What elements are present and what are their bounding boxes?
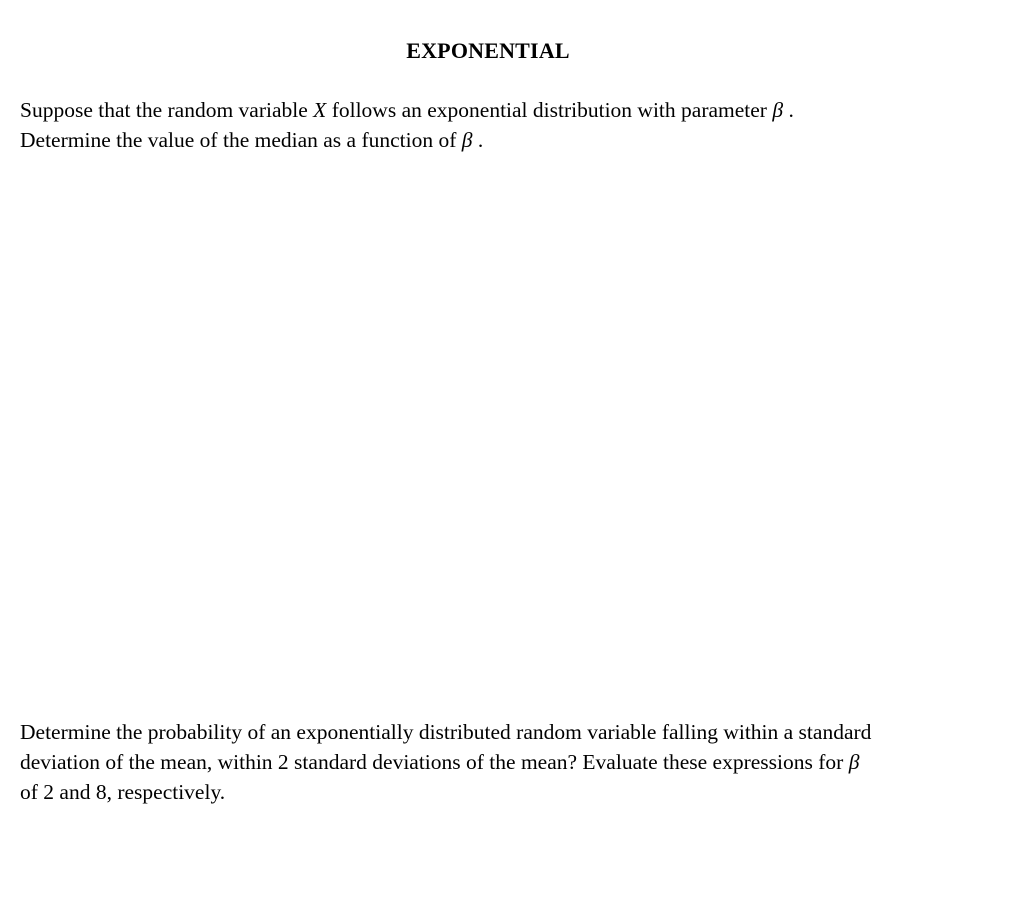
question-2-line-1: Determine the probability of an exponentially distributed random variable falling within a standard <box>20 720 872 744</box>
beta-symbol: β <box>848 750 860 774</box>
q1-text-start: Suppose that the random variable <box>20 98 314 122</box>
q1-line2-period: . <box>472 128 484 152</box>
question-1-line-1 <box>20 95 1005 125</box>
q2-line2-text: deviation of the mean, within 2 standard deviations of the mean? Evaluate these expressions for <box>20 750 849 774</box>
question-1-line-2 <box>20 125 1005 155</box>
q1-period: . <box>783 98 794 122</box>
question-2-line-2 <box>20 747 1005 777</box>
question-2 <box>20 717 1005 807</box>
question-2-line-3: of 2 and 8, respectively. <box>20 780 226 804</box>
q1-text-middle: follows an exponential distribution with parameter <box>326 98 773 122</box>
page-title: EXPONENTIAL <box>406 38 570 63</box>
variable-x: X <box>313 98 327 122</box>
question-1 <box>20 95 1005 155</box>
beta-symbol: β <box>461 128 473 152</box>
beta-symbol: β <box>772 98 784 122</box>
q1-line2-text: Determine the value of the median as a function of <box>20 128 462 152</box>
